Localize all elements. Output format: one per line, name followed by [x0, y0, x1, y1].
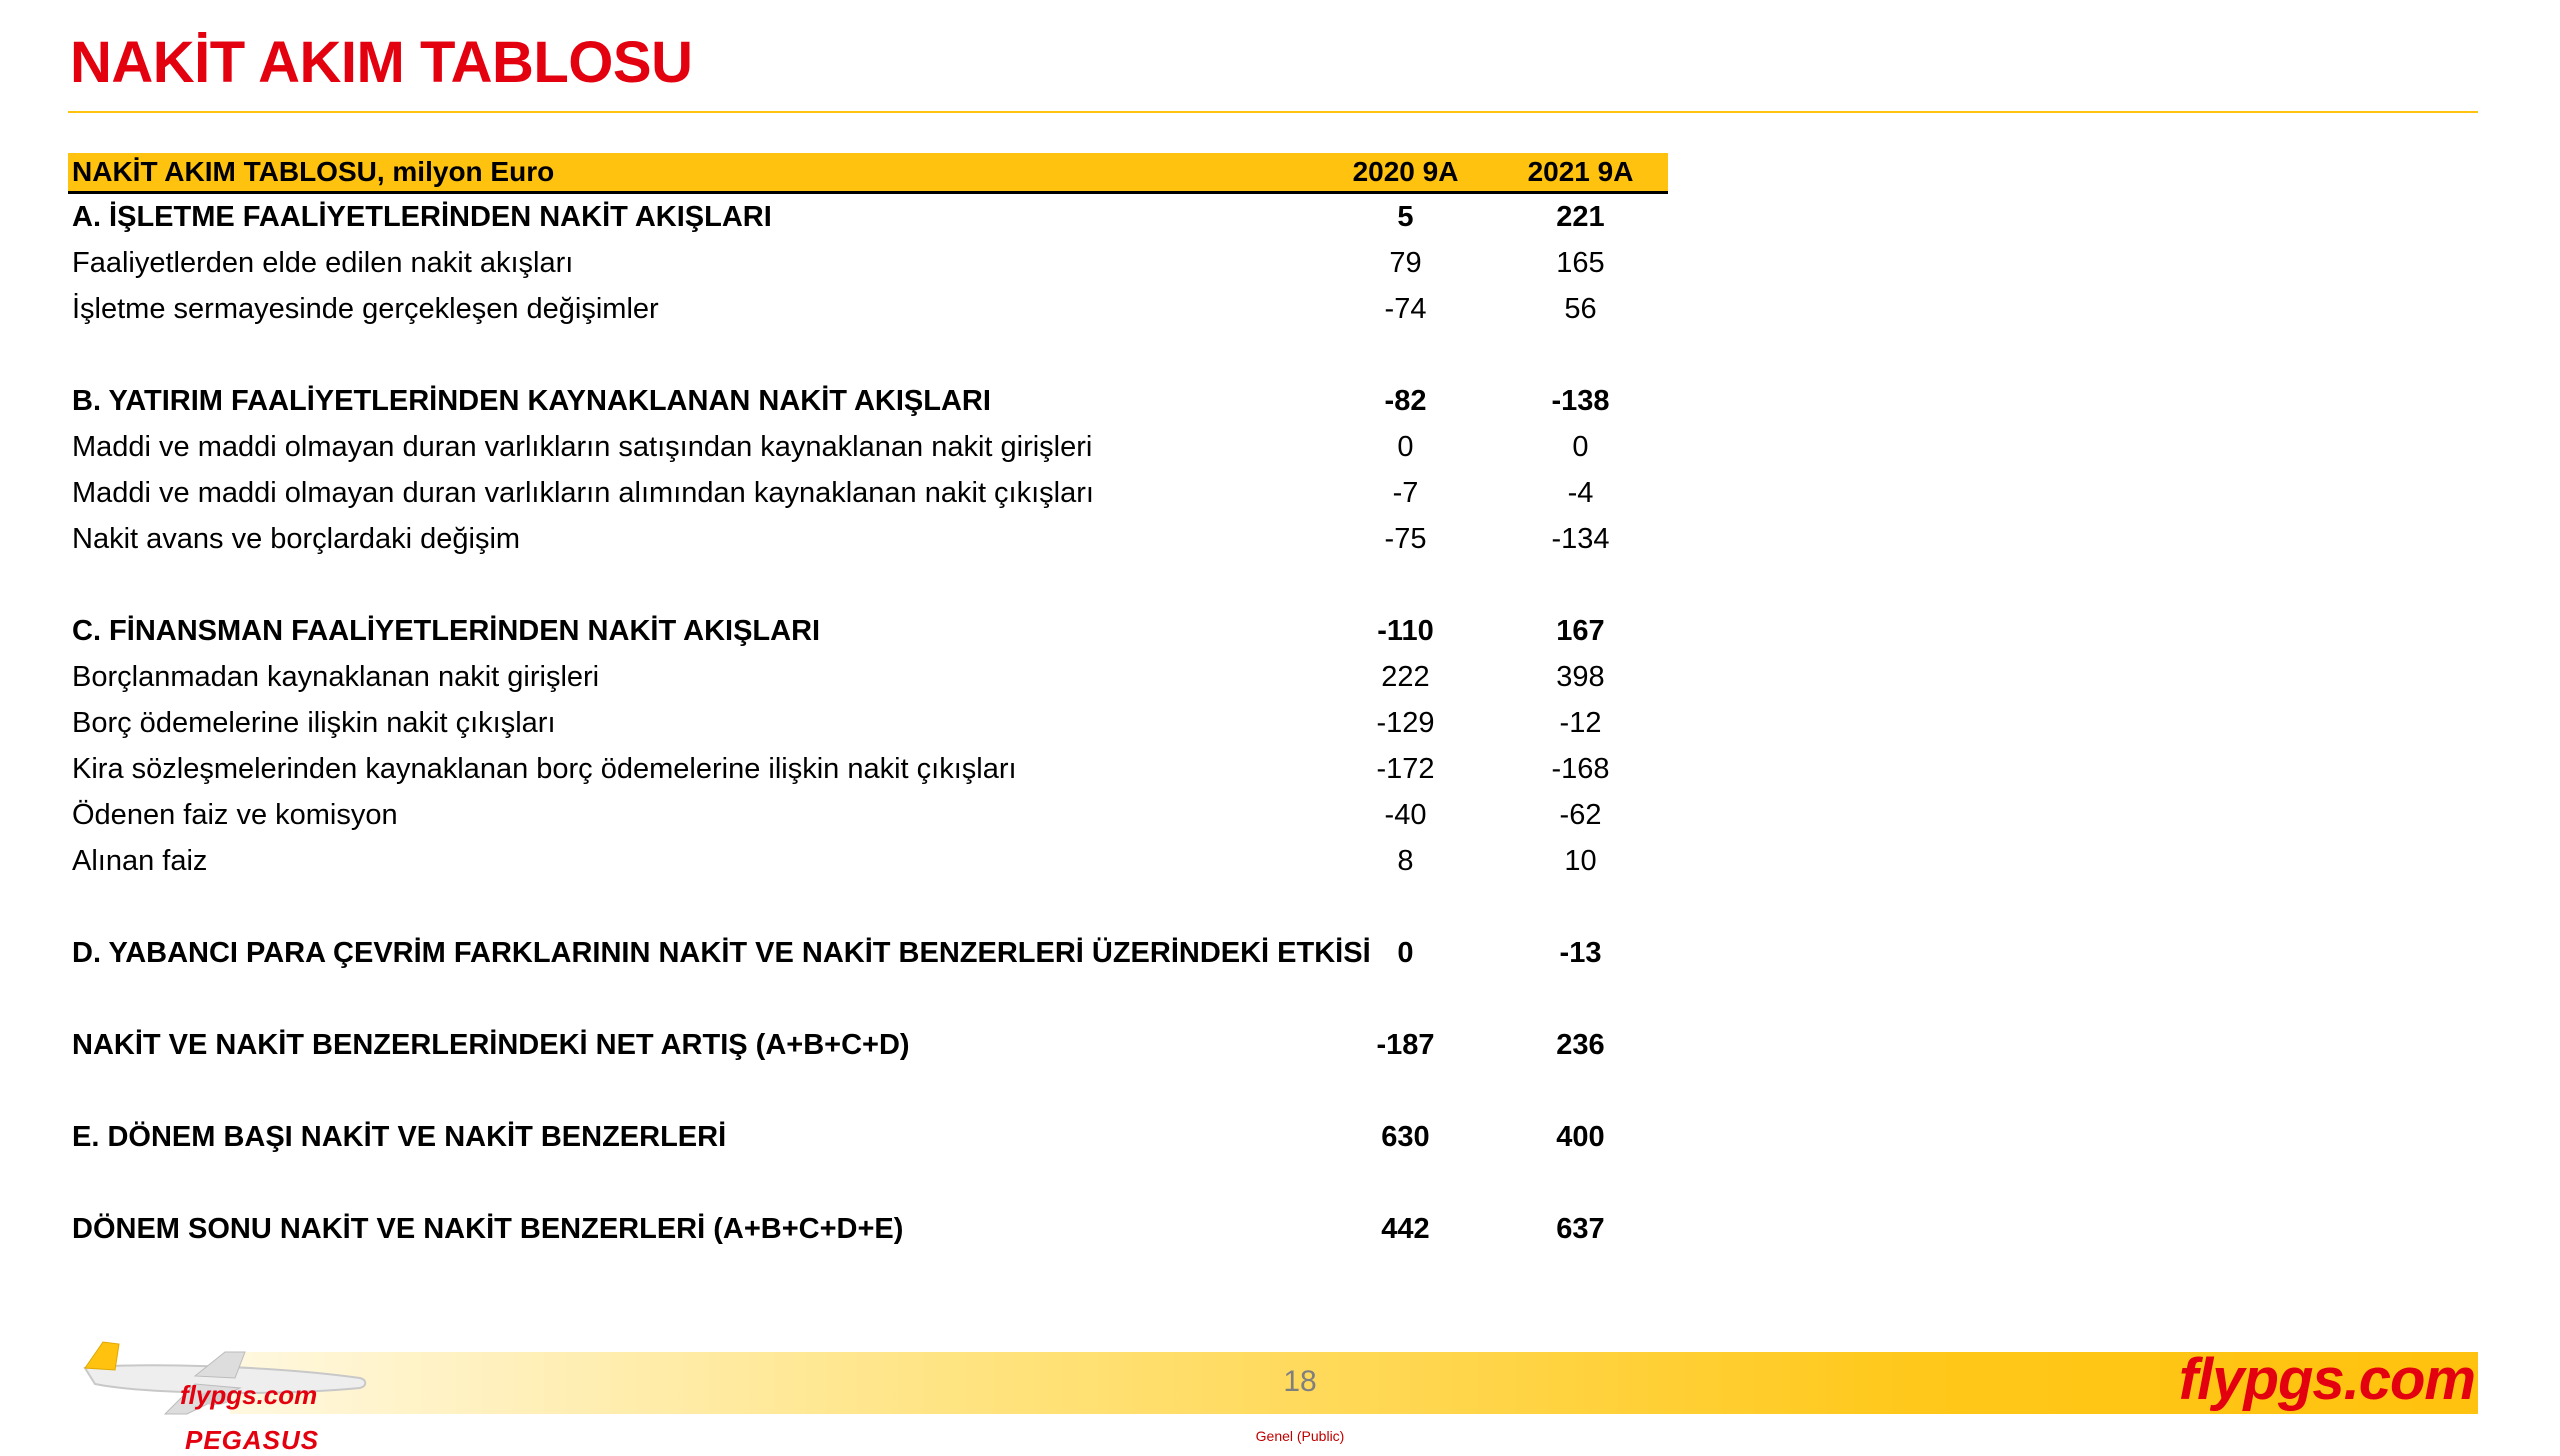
row-label: Nakit avans ve borçlardaki değişim	[72, 522, 521, 555]
row-value-2020: -74	[1384, 292, 1427, 325]
table-row	[68, 470, 1668, 516]
spacer-row	[68, 1068, 1668, 1114]
table-row	[68, 240, 1668, 286]
footer-band	[230, 1352, 2478, 1414]
row-label: Faaliyetlerden elde edilen nakit akışları	[72, 246, 574, 279]
plane-brand-text: flypgs.com	[180, 1380, 318, 1410]
row-value-2020: 8	[1397, 844, 1414, 877]
table-row	[68, 700, 1668, 746]
row-label: C. FİNANSMAN FAALİYETLERİNDEN NAKİT AKIŞLARI	[72, 614, 821, 647]
row-value-2020: -110	[1377, 614, 1434, 647]
row-value-2020: 630	[1381, 1120, 1430, 1153]
table-row-section-b	[68, 378, 1668, 424]
row-value-2020: 442	[1381, 1212, 1430, 1245]
page-title: NAKİT AKIM TABLOSU	[70, 30, 693, 95]
row-value-2020: -129	[1376, 706, 1435, 739]
table-row-section-e	[68, 1114, 1668, 1160]
row-label: İşletme sermayesinde gerçekleşen değişimler	[72, 292, 659, 325]
row-value-2021: -4	[1567, 476, 1594, 509]
row-value-2021: 236	[1556, 1028, 1605, 1061]
row-label: E. DÖNEM BAŞI NAKİT VE NAKİT BENZERLERİ	[72, 1120, 727, 1153]
row-value-2021: -62	[1559, 798, 1602, 831]
table-row	[68, 286, 1668, 332]
table-row	[68, 746, 1668, 792]
row-label: Ödenen faiz ve komisyon	[72, 798, 398, 831]
table-header-row	[68, 153, 1668, 193]
table-row-section-d	[68, 930, 1668, 976]
row-label: B. YATIRIM FAALİYETLERİNDEN KAYNAKLANAN NAKİT AKIŞLARI	[72, 384, 991, 417]
row-value-2021: -12	[1559, 706, 1602, 739]
row-value-2021: 165	[1556, 246, 1605, 279]
spacer-row	[68, 1160, 1668, 1206]
row-label: Maddi ve maddi olmayan duran varlıkların alımından kaynaklanan nakit çıkışları	[72, 476, 1094, 509]
row-value-2020: -40	[1384, 798, 1427, 831]
row-value-2020: 79	[1389, 246, 1422, 279]
table-header-label: NAKİT AKIM TABLOSU, milyon Euro	[68, 153, 1318, 193]
pegasus-logo: PEGASUS	[185, 1425, 320, 1455]
row-value-2021: 10	[1564, 844, 1597, 877]
spacer-row	[68, 884, 1668, 930]
column-header-2020: 2020 9A	[1318, 153, 1493, 193]
row-label: Borçlanmadan kaynaklanan nakit girişleri	[72, 660, 600, 693]
row-value-2020: 0	[1397, 430, 1414, 463]
table-row	[68, 838, 1668, 884]
cash-flow-table	[68, 153, 1668, 1252]
row-label: Borç ödemelerine ilişkin nakit çıkışları	[72, 706, 556, 739]
row-value-2020: -7	[1392, 476, 1419, 509]
spacer-row	[68, 562, 1668, 608]
row-label: DÖNEM SONU NAKİT VE NAKİT BENZERLERİ (A+B+C+D+E)	[72, 1212, 904, 1245]
row-label: Maddi ve maddi olmayan duran varlıkların satışından kaynaklanan nakit girişleri	[72, 430, 1093, 463]
classification-label: Genel (Public)	[1255, 1428, 1345, 1444]
row-value-2021: 400	[1556, 1120, 1605, 1153]
row-value-2021: 398	[1556, 660, 1605, 693]
row-value-2020: 5	[1397, 200, 1414, 233]
table-row-net-increase	[68, 1022, 1668, 1068]
row-value-2021: 0	[1572, 430, 1589, 463]
spacer-row	[68, 976, 1668, 1022]
row-value-2021: -168	[1551, 752, 1610, 785]
row-label: D. YABANCI PARA ÇEVRİM FARKLARININ NAKİT VE NAKİT BENZERLERİ ÜZERİNDEKİ ETKİSİ	[72, 936, 1371, 969]
table-row	[68, 516, 1668, 562]
row-value-2021: -138	[1551, 384, 1610, 417]
row-label: Kira sözleşmelerinden kaynaklanan borç ödemelerine ilişkin nakit çıkışları	[72, 752, 1017, 785]
row-value-2021: 221	[1556, 200, 1605, 233]
row-value-2021: -13	[1559, 936, 1602, 969]
table-row	[68, 792, 1668, 838]
page-number: 18	[1283, 1365, 1317, 1398]
table-row-period-end	[68, 1206, 1668, 1252]
row-value-2020: 0	[1397, 936, 1414, 969]
row-value-2021: 167	[1556, 614, 1605, 647]
row-label: NAKİT VE NAKİT BENZERLERİNDEKİ NET ARTIŞ (A+B+C+D)	[72, 1028, 910, 1061]
title-divider	[68, 111, 2478, 113]
table-row	[68, 424, 1668, 470]
row-label: A. İŞLETME FAALİYETLERİNDEN NAKİT AKIŞLARI	[72, 200, 772, 233]
row-value-2020: -75	[1384, 522, 1427, 555]
table-row-section-c	[68, 608, 1668, 654]
row-value-2021: 637	[1556, 1212, 1605, 1245]
flypgs-brand: flypgs.com	[2178, 1347, 2475, 1412]
row-value-2020: -172	[1376, 752, 1435, 785]
table-row-section-a	[68, 193, 1668, 241]
row-label: Alınan faiz	[72, 844, 208, 877]
row-value-2020: 222	[1381, 660, 1430, 693]
row-value-2021: -134	[1551, 522, 1610, 555]
column-header-2021: 2021 9A	[1493, 153, 1668, 193]
row-value-2021: 56	[1564, 292, 1597, 325]
table-row	[68, 654, 1668, 700]
row-value-2020: -187	[1376, 1028, 1435, 1061]
spacer-row	[68, 332, 1668, 378]
row-value-2020: -82	[1384, 384, 1427, 417]
